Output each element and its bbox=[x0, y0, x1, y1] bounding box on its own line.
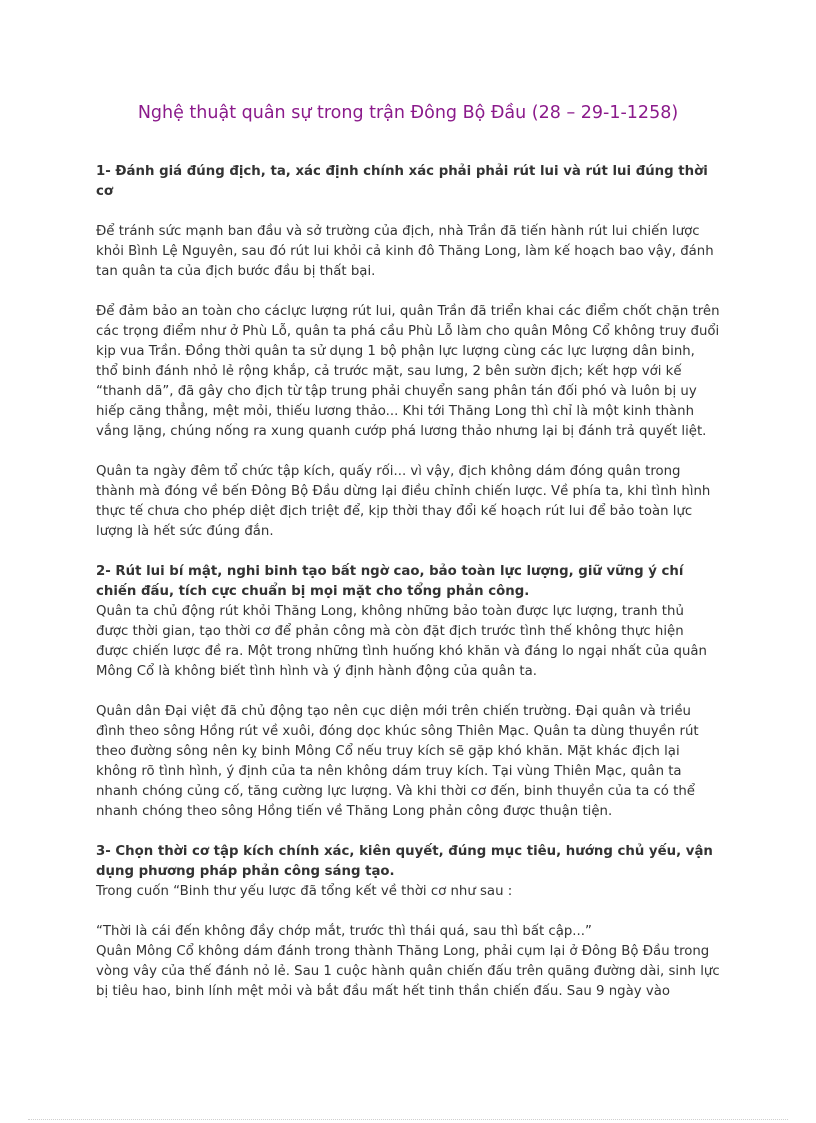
section-2-heading: 2- Rút lui bí mật, nghi binh tạo bất ngờ cao, bảo toàn lực lượng, giữ vững ý chí chiến đấu, tích cực chuẩn bị mọi mặt cho tổng phản công. bbox=[96, 564, 684, 599]
document-body bbox=[96, 162, 720, 1002]
section-3-quote: “Thời là cái đến không đầy chớp mắt, trước thì thái quá, sau thì bất cập...” bbox=[96, 924, 592, 939]
section-1-paragraph-3: Quân ta ngày đêm tổ chức tập kích, quấy rối... vì vậy, địch không dám đóng quân trong thành mà đóng về bến Đông Bộ Đầu dừng lại điều chỉnh chiến lược. Về phía ta, khi tình hình thực tế chưa cho phép diệt địch triệt để, kịp thời thay đổi kế hoạch rút lui để bảo toàn lực lượng là hết sức đúng đắn. bbox=[96, 464, 711, 539]
section-1-heading: 1- Đánh giá đúng địch, ta, xác định chính xác phải phải rút lui và rút lui đúng thời cơ bbox=[96, 164, 708, 199]
section-2-paragraph-1: Quân ta chủ động rút khỏi Thăng Long, không những bảo toàn được lực lượng, tranh thủ được thời gian, tạo thời cơ để phản công mà còn đặt địch trước tình thế không thực hiện được chiến lược đề ra. Một trong những tình huống khó khăn và đáng lo ngại nhất của quân Mông Cổ là không biết tình hình và ý định hành động của quân ta. bbox=[96, 604, 707, 679]
section-1-paragraph-1: Để tránh sức mạnh ban đầu và sở trường của địch, nhà Trần đã tiến hành rút lui chiến lược khỏi Bình Lệ Nguyên, sau đó rút lui khỏi cả kinh đô Thăng Long, làm kế hoạch bao vậy, đánh tan quân ta của địch bước đầu bị thất bại. bbox=[96, 224, 714, 279]
section-3-paragraph-1: Trong cuốn “Binh thư yếu lược đã tổng kết về thời cơ như sau : bbox=[96, 884, 513, 899]
section-3-heading: 3- Chọn thời cơ tập kích chính xác, kiên quyết, đúng mục tiêu, hướng chủ yếu, vận dụng phương pháp phản công sáng tạo. bbox=[96, 844, 713, 879]
section-1-paragraph-2: Để đảm bảo an toàn cho cáclực lượng rút lui, quân Trần đã triển khai các điểm chốt chặn trên các trọng điểm như ở Phù Lỗ, quân ta phá cầu Phù Lỗ làm cho quân Mông Cổ không truy đuổi kịp vua Trần. Đồng thời quân ta sử dụng 1 bộ phận lực lượng cùng các lực lượng dân binh, thổ binh đánh nhỏ lẻ rộng khắp, cả trước mặt, sau lưng, 2 bên sườn địch; kết hợp với kế “thanh dã”, đã gây cho địch từ tập trung phải chuyển sang phân tán đối phó và luôn bị uy hiếp căng thẳng, mệt mỏi, thiếu lương thảo... Khi tới Thăng Long thì chỉ là một kinh thành vắng lặng, chúng nống ra xung quanh cướp phá lương thảo nhưng lại bị đánh trả quyết liệt. bbox=[96, 304, 720, 439]
section-3-paragraph-2: Quân Mông Cổ không dám đánh trong thành Thăng Long, phải cụm lại ở Đông Bộ Đầu trong vòng vây của thế đánh nỏ lẻ. Sau 1 cuộc hành quân chiến đấu trên quãng đường dài, sinh lực bị tiêu hao, binh lính mệt mỏi và bắt đầu mất hết tinh thần chiến đấu. Sau 9 ngày vào bbox=[96, 944, 720, 999]
document-title: Nghệ thuật quân sự trong trận Đông Bộ Đầu (28 – 29-1-1258) bbox=[137, 103, 679, 123]
section-2-paragraph-2: Quân dân Đại việt đã chủ động tạo nên cục diện mới trên chiến trường. Đại quân và triều đình theo sông Hồng rút về xuôi, đóng dọc khúc sông Thiên Mạc. Quân ta dùng thuyền rút theo đường sông nên kỵ binh Mông Cổ nếu truy kích sẽ gặp khó khăn. Mặt khác địch lại không rõ tình hình, ý định của ta nên không dám truy kích. Tại vùng Thiên Mạc, quân ta nhanh chóng củng cố, tăng cường lực lượng. Và khi thời cơ đến, binh thuyền của ta có thể nhanh chóng theo sông Hồng tiến về Thăng Long phản công được thuận tiện. bbox=[96, 704, 699, 819]
page-bottom-divider bbox=[28, 1119, 788, 1120]
